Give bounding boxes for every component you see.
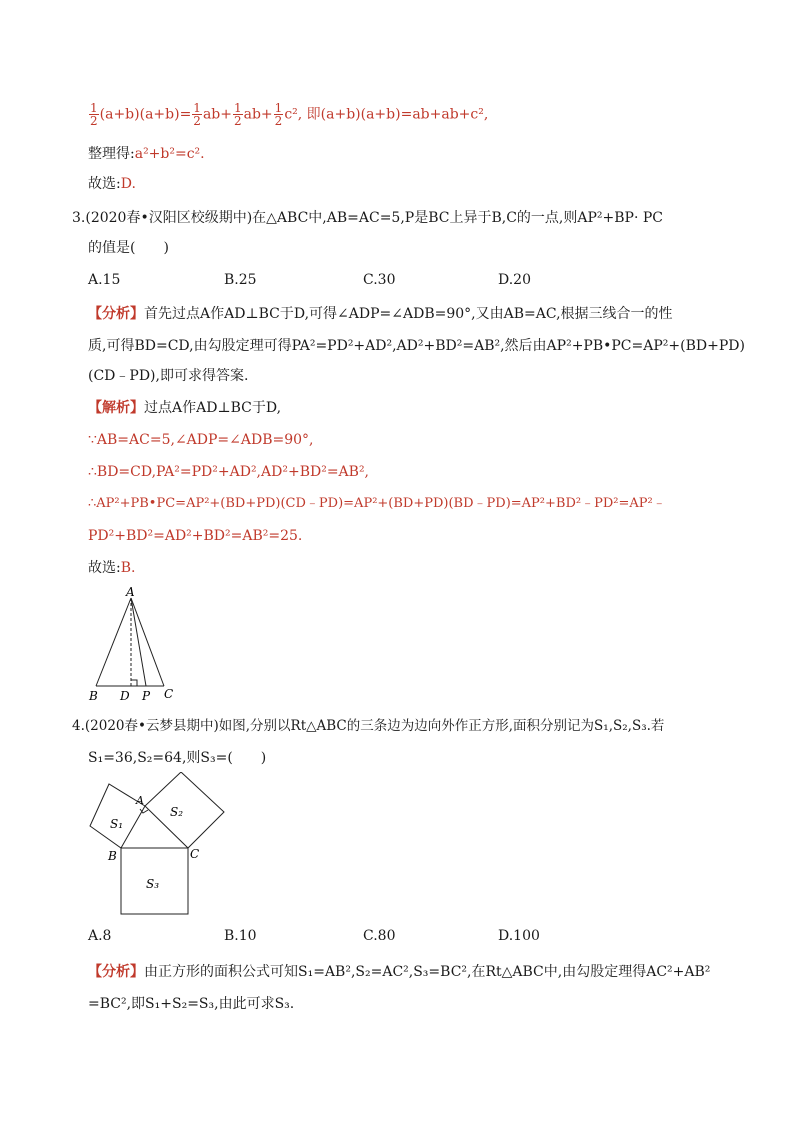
q4-stem-line2: S₁=36,S₂=64,则S₃=( ) [88,750,267,766]
q3-answer: 故选:B. [88,560,136,576]
label-c: C [190,847,200,861]
label-b: B [108,849,117,863]
q3-solution-line5: PD²+BD²=AD²+BD²=AB²=25. [88,528,303,544]
q3-solution-line1: 【解析】过点A作AD⊥BC于D, [88,400,282,416]
q4-option-a: A.8 [88,928,112,944]
label-s2: S₂ [170,805,184,819]
fraction-half-3: $\frac{1}{2}$ [233,101,242,128]
label-d: D [120,689,130,703]
q3-option-c: C.30 [363,272,396,288]
q3-solution-line4: ∴AP²+PB•PC=AP²+(BD+PD)(CD﹣PD)=AP²+(BD+PD)(BD﹣PD)=AP²+BD²﹣PD²=AP²﹣ [88,496,666,511]
q3-option-a: A.15 [88,272,121,288]
q3-triangle-figure [84,582,194,704]
label-s3: S₃ [146,877,160,891]
q3-stem-line2: 的值是( ) [88,240,169,256]
fraction-half: $\frac{1}{2}$ [90,101,98,128]
solution-tag: 【解析】 [88,400,144,416]
q3-analysis-line1: 【分析】首先过点A作AD⊥BC于D,可得∠ADP=∠ADB=90°,又由AB=AC,根据三线合一的性 [88,306,673,322]
right-angle-mark [131,680,137,686]
q3-analysis-line3: (CD﹣PD),即可求得答案. [88,368,249,384]
label-a: A [136,794,144,807]
q3-stem-line1: 3.(2020春•汉阳区校级期中)在△ABC中,AB=AC=5,P是BC上异于B,C的一点,则AP²+BP· PC [72,210,663,226]
label-p: P [142,689,151,703]
q4-option-b: B.10 [224,928,257,944]
q4-squares-figure [84,772,234,922]
q4-stem-line1: 4.(2020春•云梦县期中)如图,分别以Rt△ABC的三条边为边向外作正方形,面积分别记为S₁,S₂,S₃.若 [72,718,665,734]
label-a: A [126,585,135,599]
q3-solution-line2: ∵AB=AC=5,∠ADP=∠ADB=90°, [88,432,314,448]
side-ac [131,598,164,686]
intro-equation-line: $\frac{1}{2}$ (a+b)(a+b)= $\frac{1}{2}$ ab+ $\frac{1}{2}$ ab+ $\frac{1}{2}$ c², 即(a+b)(a+b)=ab+ab+c², [90,101,489,128]
intro-simplify: 整理得:a²+b²=c². [88,146,205,162]
segment-ap [131,598,146,686]
q3-option-d: D.20 [498,272,531,288]
label-s1: S₁ [110,817,124,831]
label-c: C [164,687,174,701]
q4-analysis-line2: =BC²,即S₁+S₂=S₃,由此可求S₃. [88,996,295,1012]
q3-solution-line3: ∴BD=CD,PA²=PD²+AD²,AD²+BD²=AB², [88,464,370,480]
q4-analysis-line1: 【分析】由正方形的面积公式可知S₁=AB²,S₂=AC²,S₃=BC²,在Rt△ABC中,由勾股定理得AC²+AB² [88,964,711,980]
square-s2 [145,772,224,848]
q4-option-d: D.100 [498,928,540,944]
q4-option-c: C.80 [363,928,396,944]
analysis-tag: 【分析】 [88,306,144,322]
intro-answer: 故选:D. [88,176,136,192]
fraction-half-2: $\frac{1}{2}$ [193,101,201,128]
q3-option-b: B.25 [224,272,257,288]
side-ab [96,598,131,686]
analysis-tag: 【分析】 [88,964,144,980]
label-b: B [89,689,98,703]
q3-analysis-line2: 质,可得BD=CD,由勾股定理可得PA²=PD²+AD²,AD²+BD²=AB²,然后由AP²+PB•PC=AP²+(BD+PD) [88,338,745,354]
fraction-half-4: $\frac{1}{2}$ [274,101,283,128]
